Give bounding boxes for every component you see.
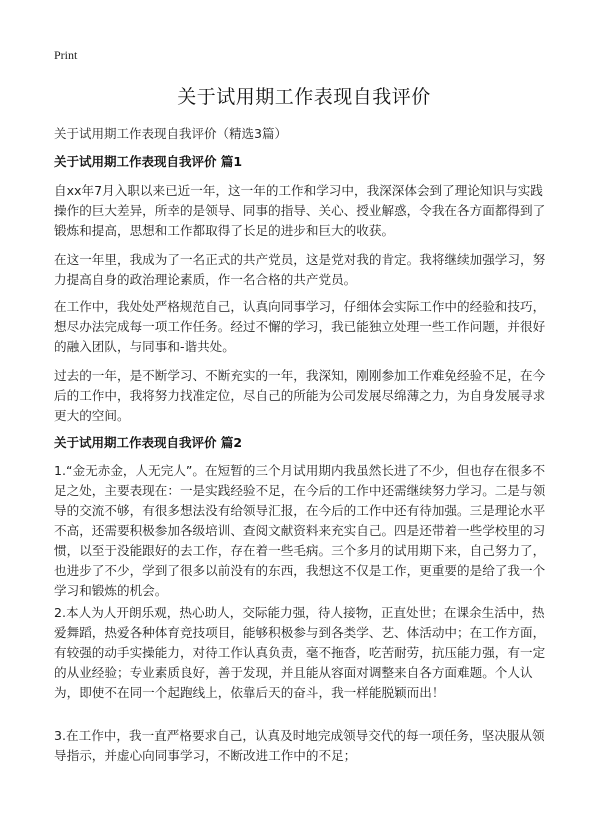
- document-title: 关于试用期工作表现自我评价: [177, 86, 431, 108]
- paragraph: 1.“金无赤金，人无完人”。在短暂的三个月试用期内我虽然长进了不少，但也存在很多不足之处，主要表现在：一是实践经验不足，在今后的工作中还需继续努力学习。二是与领导的交流不够，有很多想法没有给领导汇报，在今后的工作中还有待加强。三是理论水平不高，还需要积极参加各级培训、查阅文献资料来充实自己。四是还带着一些学校里的习惯，以至于没能跟好的去工作，存在着一些毛病。三个多月的试用期下来，自己努力了，也进步了不少，学到了很多以前没有的东西，我想这不仅是工作，更重要的是给了我一个学习和锻炼的机会。: [54, 463, 546, 598]
- paragraph: 在工作中，我处处严格规范自己，认真向同事学习，仔细体会实际工作中的经验和技巧，想尽办法完成每一项工作任务。经过不懈的学习，我已能独立处理一些工作问题，并很好的融入团队，与同事和-谐共处。: [54, 299, 546, 354]
- paragraph: 3.在工作中，我一直严格要求自己，认真及时地完成领导交代的每一项任务，坚决服从领导指示，并虚心向同事学习，不断改进工作中的不足；: [54, 728, 545, 763]
- paragraph: 在这一年里，我成为了一名正式的共产党员，这是党对我的肯定。我将继续加强学习，努力提高自身的政治理论素质，作一名合格的共产党员。: [54, 252, 546, 287]
- print-label[interactable]: Print: [54, 48, 78, 62]
- section-heading-2: 关于试用期工作表现自我评价 篇2: [54, 435, 243, 450]
- paragraph: 自xx年7月入职以来已近一年，这一年的工作和学习中，我深深体会到了理论知识与实践操作的巨大差异，所幸的是领导、同事的指导、关心、授业解惑，令我在各方面都得到了锻炼和提高，思想和工作都取得了长足的进步和巨大的收获。: [54, 183, 546, 238]
- document-subtitle: 关于试用期工作表现自我评价（精选3篇）: [54, 126, 287, 141]
- paragraph: 2.本人为人开朗乐观，热心助人，交际能力强，待人接物，正直处世；在课余生活中，热爱舞蹈，热爱各种体育竞技项目，能够积极参与到各类学、艺、体活动中；在工作方面，有较强的动手实操能力，对待工作认真负责，毫不拖沓，吃苦耐劳，抗压能力强，有一定的从业经验；专业素质良好，善于发现，并且能从容面对调整来自各方面难题。个人认为，即使不在同一个起跑线上，依靠后天的奋斗，我一样能脱颖而出！: [54, 605, 546, 700]
- section-heading-1: 关于试用期工作表现自我评价 篇1: [54, 154, 243, 169]
- paragraph: 过去的一年，是不断学习、不断充实的一年，我深知，刚刚参加工作难免经验不足，在今后的工作中，我将努力找准定位，尽自己的所能为公司发展尽绵薄之力，为自身发展寻求更大的空间。: [54, 368, 546, 423]
